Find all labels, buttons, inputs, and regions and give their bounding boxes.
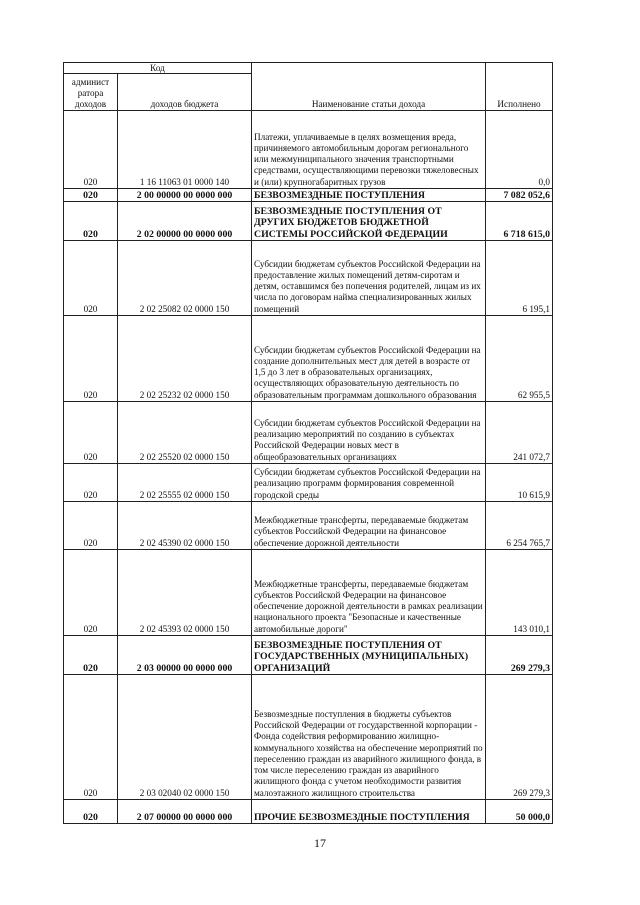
budget-income-table	[63, 62, 553, 824]
table-row	[64, 550, 553, 636]
income-name-cell: БЕЗВОЗМЕЗДНЫЕ ПОСТУПЛЕНИЯ ОТ ДРУГИХ БЮДЖЕТОВ БЮДЖЕТНОЙ СИСТЕМЫ РОССИЙСКОЙ ФЕДЕРАЦИИ	[252, 202, 486, 241]
executed-amount-cell: 6 718 615,0	[486, 202, 553, 241]
executed-amount-cell: 62 955,5	[486, 316, 553, 402]
budget-code-cell: 2 02 45390 02 0000 150	[118, 502, 252, 550]
admin-code-cell: 020	[64, 550, 118, 636]
header-budget-income: доходов бюджета	[118, 74, 252, 111]
income-name-cell: Субсидии бюджетам субъектов Российской Федерации на реализацию программ формирования современной городской среды	[252, 464, 486, 502]
executed-amount-cell: 50 000,0	[486, 800, 553, 824]
executed-amount-cell: 6 195,1	[486, 241, 553, 316]
budget-code-cell: 2 03 00000 00 0000 000	[118, 636, 252, 675]
admin-code-cell: 020	[64, 636, 118, 675]
table-row	[64, 241, 553, 316]
executed-amount-cell: 7 082 052,6	[486, 189, 553, 202]
executed-amount-cell: 269 279,3	[486, 675, 553, 800]
admin-code-cell: 020	[64, 675, 118, 800]
executed-amount-cell: 143 010,1	[486, 550, 553, 636]
executed-amount-cell: 269 279,3	[486, 636, 553, 675]
table-row	[64, 675, 553, 800]
header-administrator: админист ратора доходов	[64, 74, 118, 111]
admin-code-cell: 020	[64, 241, 118, 316]
header-item-name: Наименование статьи дохода	[252, 63, 486, 111]
budget-code-cell: 2 02 25082 02 0000 150	[118, 241, 252, 316]
executed-amount-cell: 6 254 765,7	[486, 502, 553, 550]
table-row	[64, 402, 553, 464]
budget-code-cell: 2 02 25232 02 0000 150	[118, 316, 252, 402]
budget-code-cell: 2 02 00000 00 0000 000	[118, 202, 252, 241]
budget-code-cell: 1 16 11063 01 0000 140	[118, 111, 252, 189]
table-row	[64, 800, 553, 824]
table-row	[64, 202, 553, 241]
header-row-top	[64, 63, 553, 74]
budget-code-cell: 2 00 00000 00 0000 000	[118, 189, 252, 202]
table-row	[64, 502, 553, 550]
table-row	[64, 636, 553, 675]
income-name-cell: Безвозмездные поступления в бюджеты субъектов Российской Федерации от государственной корпорации - Фонда содействия реформированию жилищно-коммунального хозяйства на обеспечение мероприятий по переселению граждан из аварийного жилищного фонда, в том числе переселению граждан из аварийного жилищного фонда с учетом необходимости развития малоэтажного жилищного строительства	[252, 675, 486, 800]
admin-code-cell: 020	[64, 464, 118, 502]
admin-code-cell: 020	[64, 502, 118, 550]
header-kod: Код	[64, 63, 252, 74]
executed-amount-cell: 241 072,7	[486, 402, 553, 464]
admin-code-cell: 020	[64, 800, 118, 824]
table-row	[64, 316, 553, 402]
income-name-cell: Межбюджетные трансферты, передаваемые бюджетам субъектов Российской Федерации на финансовое обеспечение дорожной деятельности	[252, 502, 486, 550]
budget-code-cell: 2 02 45393 02 0000 150	[118, 550, 252, 636]
admin-code-cell: 020	[64, 202, 118, 241]
table-row	[64, 189, 553, 202]
executed-amount-cell: 10 615,9	[486, 464, 553, 502]
income-name-cell: Платежи, уплачиваемые в целях возмещения вреда, причиняемого автомобильным дорогам регионального или межмуниципального значения транспортными средствами, осуществляющими перевозки тяжеловесных и (или) крупногабаритных грузов	[252, 111, 486, 189]
table-row	[64, 464, 553, 502]
admin-code-cell: 020	[64, 316, 118, 402]
header-executed: Исполнено	[486, 63, 553, 111]
executed-amount-cell: 0,0	[486, 111, 553, 189]
income-name-cell: БЕЗВОЗМЕЗДНЫЕ ПОСТУПЛЕНИЯ ОТ ГОСУДАРСТВЕННЫХ (МУНИЦИПАЛЬНЫХ) ОРГАНИЗАЦИЙ	[252, 636, 486, 675]
admin-code-cell: 020	[64, 189, 118, 202]
income-name-cell: Субсидии бюджетам субъектов Российской Федерации на создание дополнительных мест для детей в возрасте от 1,5 до 3 лет в образовательных организациях, осуществляющих образовательную деятельность по образовательным программам дошкольного образования	[252, 316, 486, 402]
income-name-cell: Субсидии бюджетам субъектов Российской Федерации на реализацию мероприятий по созданию в субъектах Российской Федерации новых мест в общеобразовательных организациях	[252, 402, 486, 464]
table-row	[64, 111, 553, 189]
admin-code-cell: 020	[64, 402, 118, 464]
income-name-cell: Межбюджетные трансферты, передаваемые бюджетам субъектов Российской Федерации на финансовое обеспечение дорожной деятельности в рамках реализации национального проекта "Безопасные и качественные автомобильные дороги"	[252, 550, 486, 636]
budget-code-cell: 2 07 00000 00 0000 000	[118, 800, 252, 824]
income-name-cell: БЕЗВОЗМЕЗДНЫЕ ПОСТУПЛЕНИЯ	[252, 189, 486, 202]
page-number: 17	[314, 836, 326, 850]
income-name-cell: Субсидии бюджетам субъектов Российской Федерации на предоставление жилых помещений детям-сиротам и детям, оставшимся без попечения родителей, лицам из их числа по договорам найма специализированных жилых помещений	[252, 241, 486, 316]
budget-code-cell: 2 02 25555 02 0000 150	[118, 464, 252, 502]
budget-code-cell: 2 03 02040 02 0000 150	[118, 675, 252, 800]
admin-code-cell: 020	[64, 111, 118, 189]
budget-income-table-container	[63, 62, 552, 824]
budget-code-cell: 2 02 25520 02 0000 150	[118, 402, 252, 464]
income-name-cell: ПРОЧИЕ БЕЗВОЗМЕЗДНЫЕ ПОСТУПЛЕНИЯ	[252, 800, 486, 824]
